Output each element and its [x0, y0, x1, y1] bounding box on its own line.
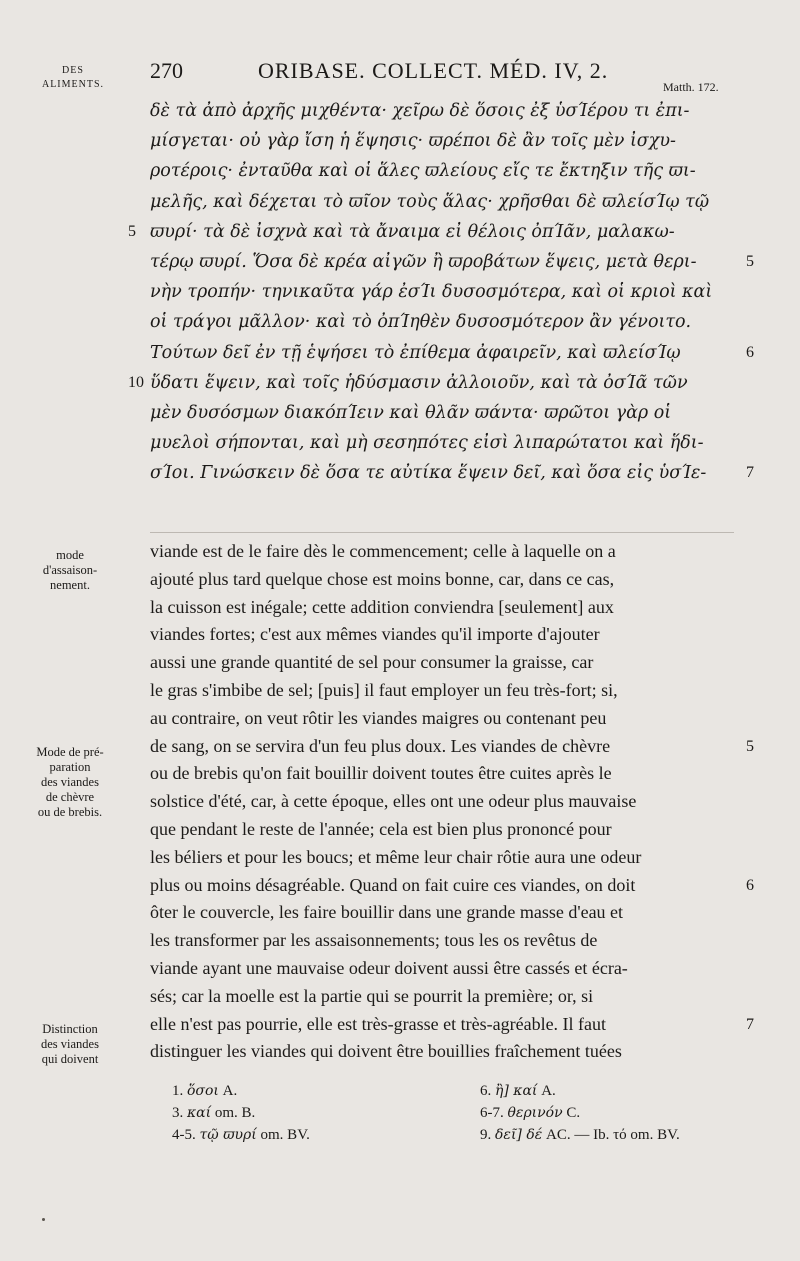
running-title: ORIBASE. COLLECT. MÉD. IV, 2. — [258, 58, 609, 83]
french-text-line: viandes fortes; c'est aux mêmes viandes qu'il importe d'ajouter — [150, 624, 600, 645]
greek-text-line: μυελοὶ σήπονται, καὶ μὴ σεσηπότες εἰσὶ λιπαρώτατοι καὶ ἥδι- — [150, 433, 704, 454]
line-number: 5 — [746, 253, 754, 270]
footnote-apparatus: C. — [562, 1105, 581, 1121]
footnote — [480, 1102, 580, 1124]
edition-reference: Matth. 172. — [663, 80, 719, 94]
footnote — [480, 1080, 556, 1102]
greek-text-line: σΊοι. Γινώσκειν δὲ ὅσα τε αὐτίκα ἕψειν δεῖ, καὶ ὅσα εἰς ὑσΊε- — [150, 463, 707, 484]
footnote-greek: ὅσοι — [187, 1083, 219, 1099]
line-number: 7 — [746, 1015, 754, 1033]
line-number: 5 — [746, 737, 754, 755]
footnote — [480, 1124, 680, 1146]
footnote-number: 9. — [480, 1127, 492, 1143]
line-number: 7 — [746, 464, 754, 482]
margin-note-line: qui doivent — [41, 1052, 99, 1066]
french-text-line: plus ou moins désagréable. Quand on fait cuire ces viandes, on doit — [150, 874, 636, 895]
greek-text-line: ϖυρί· τὰ δὲ ἰσχνὰ καὶ τὰ ἄναιμα εἰ θέλοις ὀπΊᾶν, μαλακω- — [150, 221, 675, 242]
greek-text-line: Τούτων δεῖ ἐν τῇ ἑψήσει τὸ ἐπίθεμα ἀφαιρεῖν, καὶ ϖλείσΊῳ — [150, 342, 681, 363]
french-text-line: elle n'est pas pourrie, elle est très-grasse et très-agréable. Il faut — [150, 1013, 607, 1034]
margin-note-line: nement. — [50, 578, 90, 592]
footnote — [172, 1102, 255, 1124]
margin-note-line: ou de brebis. — [37, 805, 103, 819]
french-text-line: les transformer par les assaisonnements; tous les os revêtus de — [150, 930, 598, 951]
footnote-number: 3. — [172, 1105, 184, 1121]
french-text-line: solstice d'été, car, à cette époque, elles ont une odeur plus mauvaise — [150, 791, 637, 812]
footnote-apparatus: AC. — Ib. τό om. BV. — [542, 1127, 680, 1143]
french-text-line: distinguer les viandes qui doivent être bouillies fraîchement tuées — [150, 1041, 622, 1062]
footnote-apparatus: A. — [537, 1083, 556, 1099]
greek-text-line: οἱ τράγοι μᾶλλον· καὶ τὸ ὀπΊηθὲν δυσοσμότερον ἂν γένοιτο. — [150, 312, 692, 333]
footnote-greek: τῷ ϖυρί — [199, 1127, 257, 1143]
french-text-line: les béliers et pour les boucs; et même leur chair rôtie aura une odeur — [150, 846, 642, 867]
french-text-line: la cuisson est inégale; cette addition conviendra [seulement] aux — [150, 596, 614, 617]
footnote-number: 1. — [172, 1083, 184, 1099]
greek-text-line: ροτέροις· ἐνταῦθα καὶ οἱ ἅλες ϖλείους εἴς τε ἔκτηξιν τῆς ϖι- — [150, 161, 696, 182]
footnote-apparatus: A. — [218, 1083, 238, 1099]
french-text-line: viande est de le faire dès le commencement; celle à laquelle on a — [150, 541, 616, 561]
line-number: 6 — [746, 876, 754, 894]
french-text-line: aussi une grande quantité de sel pour consumer la graisse, car — [150, 652, 594, 673]
french-text-line: ajouté plus tard quelque chose est moins bonne, car, dans ce cas, — [150, 568, 615, 589]
footnote-number: 4-5. — [172, 1127, 196, 1143]
footnote-apparatus: om. B. — [211, 1105, 256, 1121]
margin-note-seasoning — [20, 548, 120, 593]
side-label-line: ALIMENTS. — [41, 79, 105, 90]
margin-note-distinction — [20, 1022, 120, 1067]
french-text-line: que pendant le reste de l'année; cela est bien plus prononcé pour — [150, 819, 612, 839]
margin-note-line: Mode de pré- — [36, 745, 104, 759]
footnote — [172, 1124, 310, 1146]
greek-text-line: μίσγεται· οὐ γὰρ ἴση ἡ ἕψησις· ϖρέποι δὲ ἂν τοῖς μὲν ἰσχυ- — [150, 131, 676, 152]
greek-text-line: δὲ τὰ ἀπὸ ἀρχῆς μιχθέντα· χεῖρω δὲ ὅσοις ἐξ ὑσΊέρου τι ἐπι- — [150, 101, 690, 121]
footnote-greek: δεῖ] δέ — [495, 1127, 543, 1143]
paper-speck — [42, 1218, 45, 1221]
greek-text-line: τέρῳ ϖυρί. Ὅσα δὲ κρέα αἰγῶν ἢ ϖροβάτων ἕψεις, μετὰ θερι- — [150, 252, 697, 272]
margin-note-line: de chèvre — [45, 790, 95, 804]
footnote-number: 6. — [480, 1083, 492, 1099]
greek-text-line: μὲν δυσόσμων διακόπΊειν καὶ θλᾶν ϖάντα· ϖρῶτοι γὰρ οἱ — [150, 403, 672, 423]
line-number: 10 — [128, 373, 144, 391]
line-number: 5 — [128, 222, 136, 240]
margin-note-line: des viandes — [41, 1037, 99, 1051]
french-text-line: ôter le couvercle, les faire bouillir dans une grande masse d'eau et — [150, 902, 624, 923]
footnote-apparatus: om. BV. — [256, 1127, 310, 1143]
greek-text-line: μελῆς, καὶ δέχεται τὸ ϖῖον τοὺς ἅλας· χρῆσθαι δὲ ϖλείσΊῳ τῷ — [150, 191, 710, 212]
page-number: 270 — [150, 58, 183, 83]
french-text-line: au contraire, on veut rôtir les viandes maigres ou contenant peu — [150, 707, 607, 728]
margin-note-line: paration — [49, 760, 91, 774]
greek-text-line: ὕδατι ἕψειν, καὶ τοῖς ἡδύσμασιν ἀλλοιοῦν, καὶ τὰ ὀσΊᾶ τῶν — [150, 372, 688, 393]
footnote-number: 6-7. — [480, 1105, 504, 1121]
section-divider — [150, 532, 734, 533]
french-text-line: viande ayant une mauvaise odeur doivent aussi être cassés et écra- — [150, 958, 628, 978]
footnote-greek: θερινόν — [507, 1105, 563, 1121]
margin-note-line: Distinction — [42, 1022, 98, 1036]
margin-note-preparation — [20, 745, 120, 820]
section-side-label — [28, 64, 118, 92]
french-text-line: ou de brebis qu'on fait bouillir doivent toutes être cuites après le — [150, 763, 612, 784]
margin-note-line: mode — [56, 548, 84, 562]
french-text-line: sés; car la moelle est la partie qui se pourrit la première; or, si — [150, 985, 594, 1006]
margin-note-line: des viandes — [41, 775, 99, 789]
french-text-line: de sang, on se servira d'un feu plus doux. Les viandes de chèvre — [150, 735, 611, 756]
footnote — [172, 1080, 237, 1102]
side-label-line: DES — [62, 65, 84, 76]
greek-text-line: νὴν τροπήν· τηνικαῦτα γάρ ἐσΊι δυσοσμότερα, καὶ οἱ κριοὶ καὶ — [150, 282, 713, 303]
margin-note-line: d'assaison- — [42, 563, 98, 577]
line-number: 6 — [746, 343, 754, 361]
french-text-line: le gras s'imbibe de sel; [puis] il faut employer un feu très-fort; si, — [150, 680, 618, 700]
footnote-greek: ἢ] καί — [495, 1083, 538, 1099]
footnote-greek: καί — [187, 1105, 212, 1121]
